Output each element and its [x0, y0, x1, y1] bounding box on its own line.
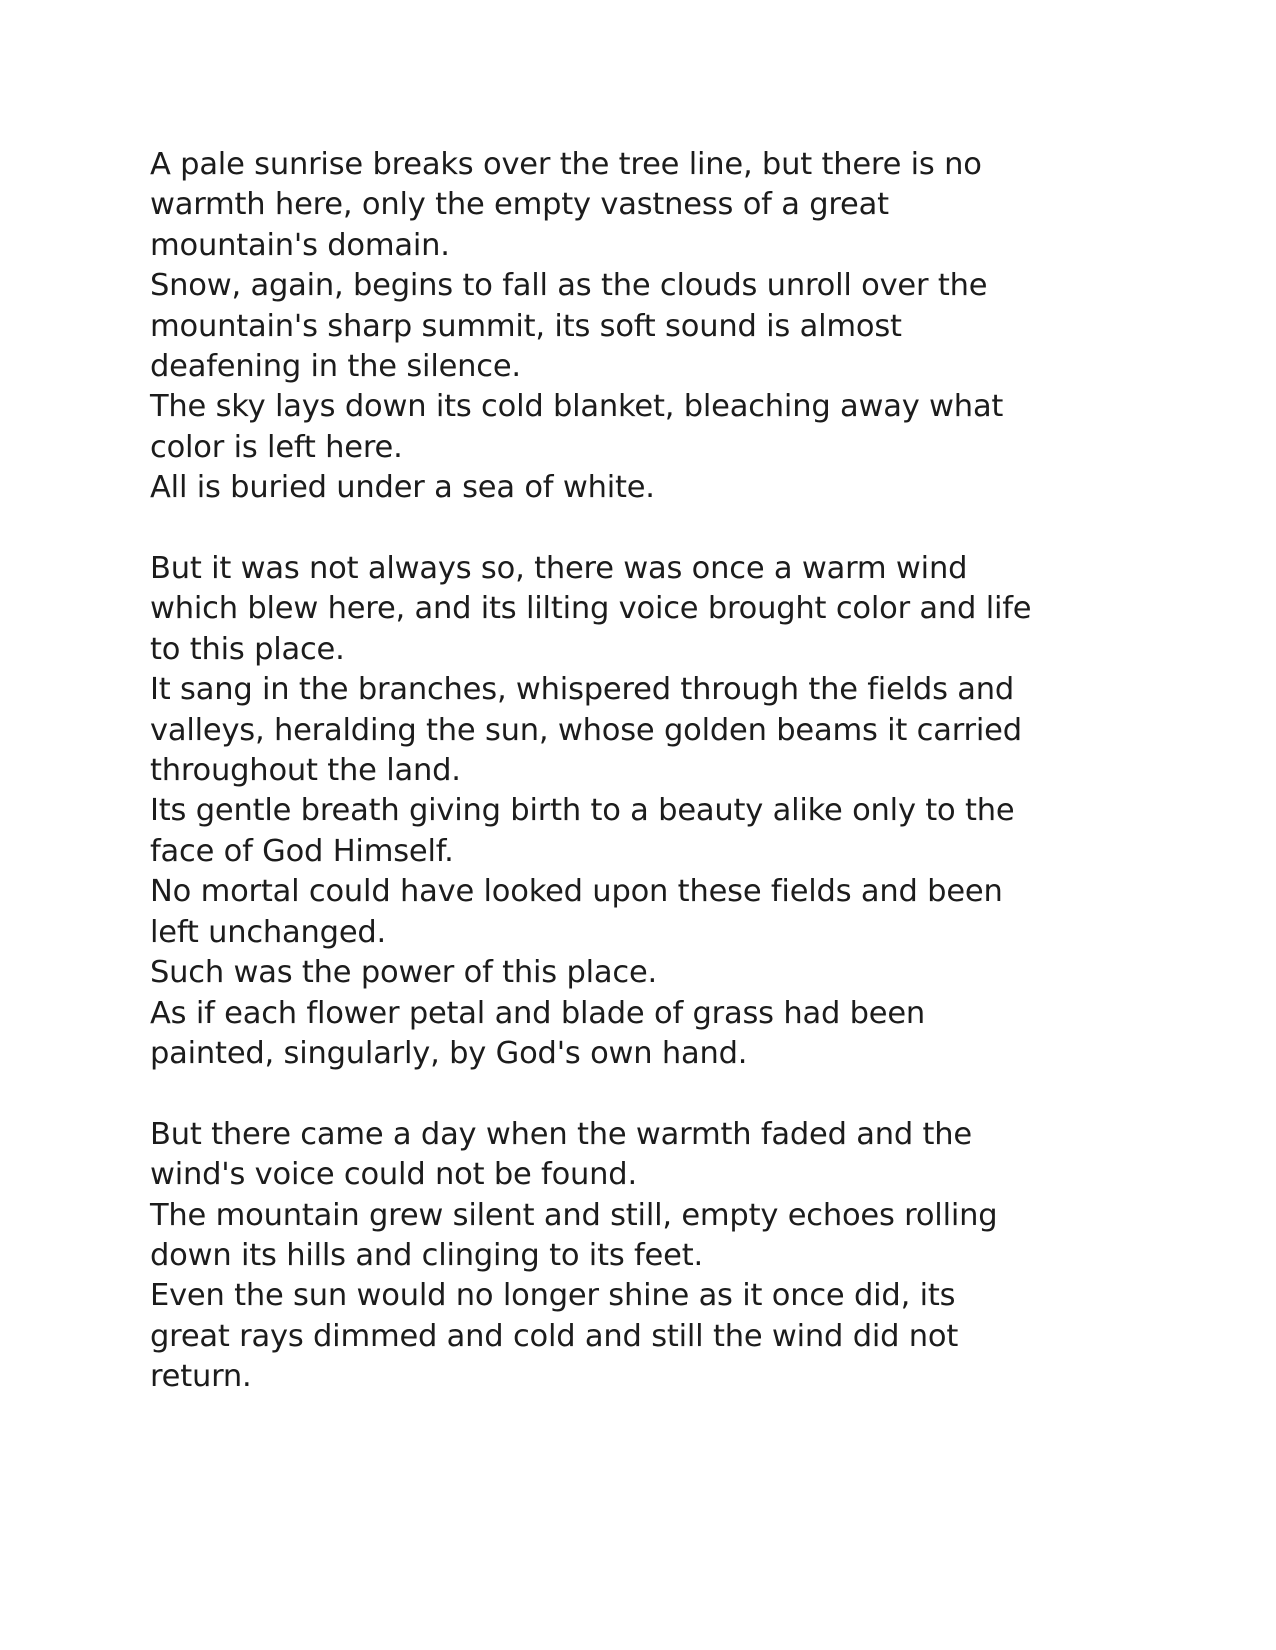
text-line: wind's voice could not be found. [150, 1157, 637, 1193]
text-line: throughout the land. [150, 753, 461, 789]
text-line: mountain's domain. [150, 227, 450, 263]
text-line: Its gentle breath giving birth to a beauty alike only to the [150, 793, 1015, 829]
text-line: Snow, again, begins to fall as the clouds unroll over the [150, 268, 988, 304]
text-line: color is left here. [150, 429, 403, 465]
text-line: painted, singularly, by God's own hand. [150, 1035, 748, 1071]
text-line: mountain's sharp summit, its soft sound is almost [150, 308, 902, 344]
text-line: down its hills and clinging to its feet. [150, 1237, 703, 1273]
text-line: But there came a day when the warmth faded and the [150, 1116, 972, 1152]
text-line: All is buried under a sea of white. [150, 470, 655, 506]
text-line: which blew here, and its lilting voice brought color and life [150, 591, 1032, 627]
text-line: face of God Himself. [150, 833, 454, 869]
text-line: Such was the power of this place. [150, 955, 658, 991]
stanza-break [150, 1074, 1130, 1114]
text-line: The sky lays down its cold blanket, bleaching away what [150, 389, 1004, 425]
stanza-1 [150, 145, 1130, 509]
stanza-break [150, 509, 1130, 549]
text-line: It sang in the branches, whispered through the fields and [150, 672, 1015, 708]
text-line: Even the sun would no longer shine as it once did, its [150, 1278, 956, 1314]
text-line: As if each flower petal and blade of grass had been [150, 995, 926, 1031]
text-line: to this place. [150, 631, 345, 667]
text-line: valleys, heralding the sun, whose golden beams it carried [150, 712, 1022, 748]
text-line: A pale sunrise breaks over the tree line, but there is no [150, 147, 982, 182]
text-line: No mortal could have looked upon these fields and been [150, 874, 1003, 910]
text-line: great rays dimmed and cold and still the wind did not [150, 1318, 959, 1354]
text-line: return. [150, 1359, 252, 1395]
text-line: warmth here, only the empty vastness of a great [150, 187, 889, 223]
text-line: But it was not always so, there was once a warm wind [150, 551, 968, 587]
stanza-2 [150, 549, 1130, 1074]
stanza-3 [150, 1115, 1130, 1398]
poem-text [150, 145, 1130, 1398]
text-line: deafening in the silence. [150, 349, 521, 385]
text-line: The mountain grew silent and still, empty echoes rolling [150, 1197, 998, 1233]
text-line: left unchanged. [150, 914, 387, 950]
